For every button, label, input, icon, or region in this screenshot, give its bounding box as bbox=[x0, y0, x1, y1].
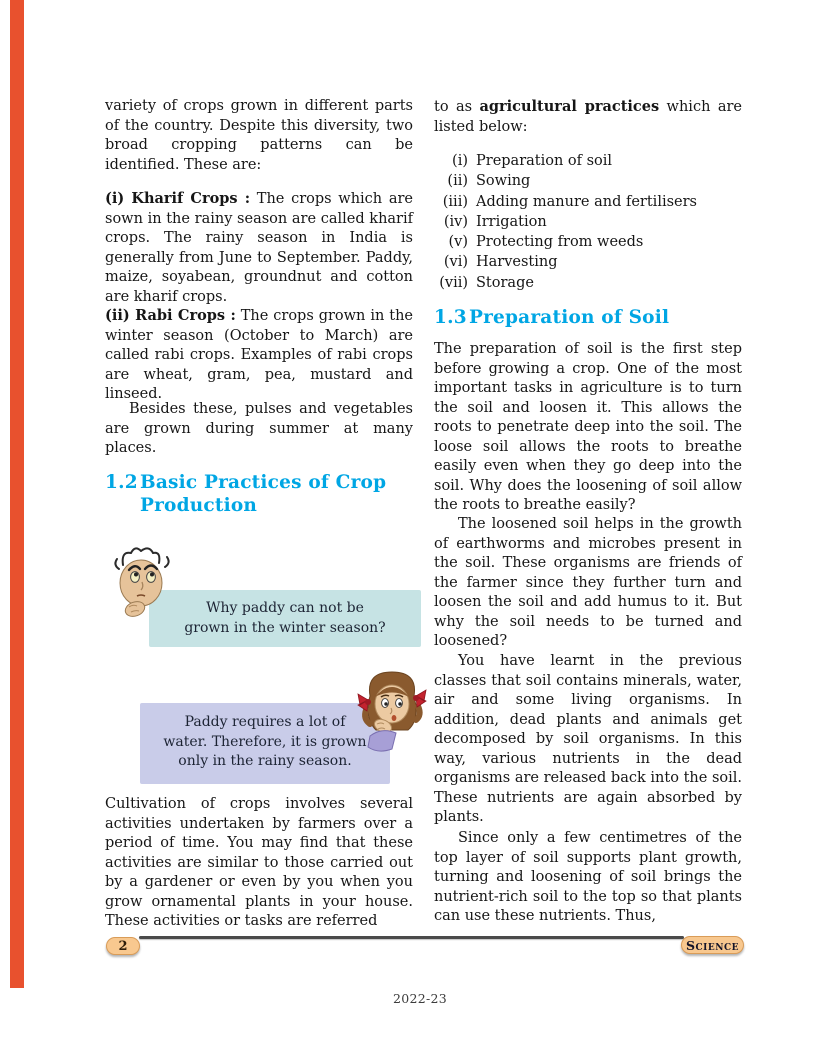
section-heading-1-2 bbox=[105, 472, 413, 517]
list-item-label: Adding manure and fertilisers bbox=[476, 193, 697, 210]
list-item-label: Harvesting bbox=[476, 254, 558, 271]
list-item-number: (vii) bbox=[439, 274, 468, 291]
list-item-number: (v) bbox=[448, 234, 468, 251]
list-item-label: Irrigation bbox=[476, 213, 547, 230]
book-title-badge bbox=[681, 936, 744, 954]
paragraph-cropping-patterns: variety of crops grown in different parts of the country. Despite this diversity, two broad cropping patterns can be identified. These are: bbox=[105, 98, 413, 173]
list-item-label: Storage bbox=[476, 274, 534, 291]
list-item bbox=[434, 252, 742, 272]
thinking-boy-illustration bbox=[111, 543, 173, 621]
answer-bubble-line1: Paddy requires a lot of bbox=[184, 714, 346, 730]
question-bubble-line1: Why paddy can not be bbox=[206, 600, 364, 616]
agricultural-practices-pre: to as bbox=[434, 99, 480, 115]
page-number-badge bbox=[106, 937, 140, 955]
paragraph-agricultural-practices bbox=[434, 97, 742, 137]
agricultural-practices-list bbox=[434, 151, 742, 293]
list-item-label: Preparation of soil bbox=[476, 153, 613, 169]
section-heading-1-3 bbox=[434, 307, 742, 330]
list-item-number: (iii) bbox=[442, 193, 468, 210]
list-item-number: (vi) bbox=[443, 254, 468, 271]
section-title-line1: Basic Practices of Crop bbox=[140, 472, 387, 493]
paragraph-soil-preparation-2: The loosened soil helps in the growth of earthworms and microbes present in the soil. These organisms are friends of the farmer since they further turn and loosen the soil and add humus to it. But why the soil needs to be turned and loosened? bbox=[434, 516, 742, 649]
kharif-crops-label: (i) Kharif Crops : bbox=[105, 190, 251, 207]
paragraph-cultivation: Cultivation of crops involves several activities undertaken by farmers over a period of time. You may find that these activities are similar to those carried out by a gardener or even by you when you grow ornamental plants in your house. These activities or tasks are referred bbox=[105, 796, 413, 929]
section-title: Preparation of Soil bbox=[469, 307, 670, 328]
rabi-crops-text: The crops grown in the winter season (October to March) are called rabi crops. Examples of rabi crops are wheat, gram, pea, mustard and linseed. bbox=[105, 308, 413, 402]
list-item bbox=[434, 171, 742, 191]
agricultural-practices-term: agricultural practices bbox=[479, 98, 660, 115]
kharif-crops-text: The crops which are sown in the rainy season are called kharif crops. The rainy season in India is generally from June to September. Paddy, maize, soyabean, groundnut and cotton are kharif crops. bbox=[105, 191, 413, 305]
book-title: Science bbox=[685, 937, 739, 953]
edition-watermark: 2022-23 bbox=[392, 991, 448, 1006]
paragraph-kharif-crops bbox=[105, 189, 413, 307]
rabi-crops-label: (ii) Rabi Crops : bbox=[105, 307, 236, 324]
list-item-label: Protecting from weeds bbox=[476, 234, 644, 251]
answer-bubble-paddy bbox=[140, 703, 390, 784]
section-number: 1.2 bbox=[105, 472, 138, 493]
list-item bbox=[434, 151, 742, 171]
list-item-label: Sowing bbox=[476, 173, 531, 190]
paragraph-soil-preparation-1: The preparation of soil is the first step before growing a crop. One of the most important tasks in agriculture is to turn the soil and loosen it. This allows the roots to penetrate deep into the soil. The loose soil allows the roots to breathe easily even when they go deep into the soil. Why does the loosening of soil allow the roots to breathe easily? bbox=[434, 341, 742, 513]
agricultural-practices-post: which are listed below: bbox=[434, 99, 742, 135]
section-title-line2: Production bbox=[140, 494, 258, 516]
section-number: 1.3 bbox=[434, 307, 467, 328]
list-item-number: (iv) bbox=[443, 213, 468, 230]
page-number: 2 bbox=[118, 938, 128, 954]
answer-bubble-line2: water. Therefore, it is grown bbox=[163, 733, 367, 750]
thinking-girl-illustration bbox=[356, 666, 428, 754]
list-item bbox=[434, 232, 742, 252]
chapter-edge-band bbox=[10, 0, 24, 988]
paragraph-soil-preparation-4: Since only a few centimetres of the top layer of soil supports plant growth, turning and loosening of soil brings the nutrient-rich soil to the top so that plants can use these nutrients. Thus, bbox=[434, 830, 742, 924]
paragraph-rabi-crops bbox=[105, 306, 413, 405]
list-item bbox=[434, 212, 742, 232]
answer-bubble-line3: only in the rainy season. bbox=[178, 753, 352, 769]
paragraph-besides: Besides these, pulses and vegetables are grown during summer at many places. bbox=[105, 401, 413, 456]
footer-rule bbox=[139, 936, 684, 939]
list-item-number: (ii) bbox=[447, 173, 468, 190]
list-item-number: (i) bbox=[452, 153, 468, 169]
question-bubble-paddy bbox=[149, 590, 421, 647]
question-bubble-line2: grown in the winter season? bbox=[184, 619, 386, 636]
paragraph-soil-preparation-3: You have learnt in the previous classes that soil contains minerals, water, air and some living organisms. In addition, dead plants and animals get decomposed by soil organisms. In this way, various nutrients in the dead organisms are released back into the soil. These nutrients are again absorbed by plants. bbox=[434, 653, 742, 825]
list-item bbox=[434, 192, 742, 212]
list-item bbox=[434, 273, 742, 293]
